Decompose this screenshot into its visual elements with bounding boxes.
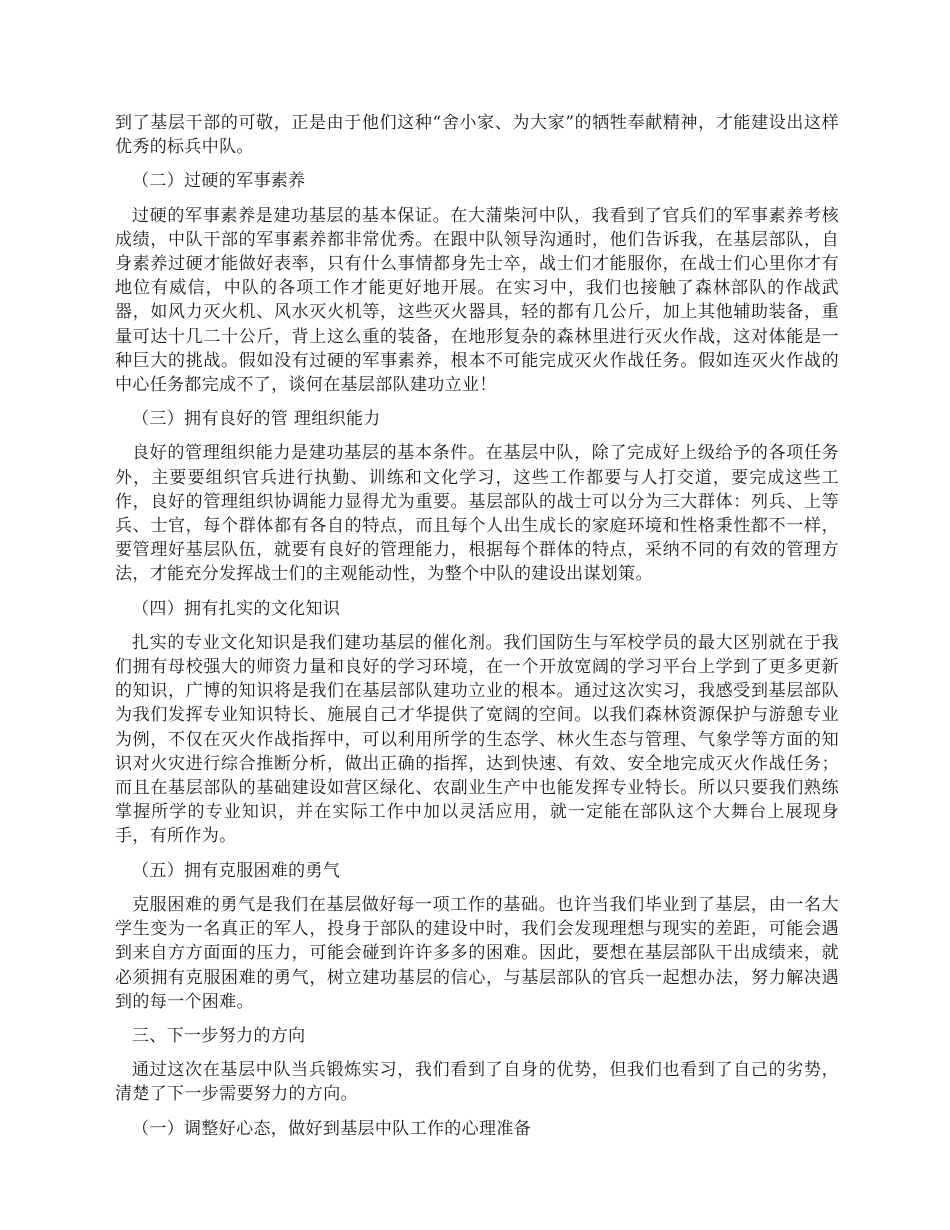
section-heading-military-quality: （二）过硬的军事素养 [132,171,306,192]
paragraph-military-quality: 过硬的军事素养是建功基层的基本保证。在大蒲柴河中队，我看到了官兵们的军事素养考核成绩，中队干部的军事素养都非常优秀。在跟中队领导沟通时，他们告诉我，在基层部队，自身素养过硬才能做好表率，只有什么事情都身先士卒，战士们才能服你，在战士们心里你才有地位有威信，中队的各项工作才能更好地开展。在实习中，我们也接触了森林部队的作战武器，如风力灭火机、风水灭火机等，这些灭火器具，轻的都有几公斤，加上其他辅助装备，重量可达十几二十公斤，背上这么重的装备，在地形复杂的森林里进行灭火作战，这对体能是一种巨大的挑战。假如没有过硬的军事素养，根本不可能完成灭火作战任务。假如连灭火作战的中心任务都完成不了，谈何在基层部队建功立业！ [115,205,839,396]
section-heading-management-ability: （三）拥有良好的管 理组织能力 [132,409,381,430]
section-heading-mindset: （一）调整好心态，做好到基层中队工作的心理准备 [132,1118,532,1139]
document-page [115,111,839,1141]
paragraph-courage: 克服困难的勇气是我们在基层做好每一项工作的基础。也许当我们毕业到了基层，由一名大学生变为一名真正的军人，投身于部队的建设中时，我们会发现理想与现实的差距，可能会遇到来自方方面面的压力，可能会碰到许许多多的困难。因此，要想在基层部队干出成绩来，就必须拥有克服困难的勇气，树立建功基层的信心，与基层部队的官兵一起想办法，努力解决遇到的每一个困难。 [115,894,839,1012]
paragraph-management-ability: 良好的管理组织能力是建功基层的基本条件。在基层中队，除了完成好上级给予的各项任务外，主要要组织官兵进行执勤、训练和文化学习，这些工作都要与人打交道，要完成这些工作，良好的管理组织协调能力显得尤为重要。基层部队的战士可以分为三大群体：列兵、上等兵、士官，每个群体都有各自的特点，而且每个人出生成长的家庭环境和性格秉性都不一样，要管理好基层队伍，就要有良好的管理能力，根据每个群体的特点，采纳不同的有效的管理方法，才能充分发挥战士们的主观能动性，为整个中队的建设出谋划策。 [115,443,839,585]
section-heading-courage: （五）拥有克服困难的勇气 [132,860,341,881]
section-heading-next-steps: 三、下一步努力的方向 [132,1025,306,1046]
section-heading-cultural-knowledge: （四）拥有扎实的文化知识 [132,598,341,619]
paragraph-next-steps: 通过这次在基层中队当兵锻炼实习，我们看到了自身的优势，但我们也看到了自己的劣势，清楚了下一步需要努力的方向。 [115,1060,839,1105]
paragraph-continuation: 到了基层干部的可敬，正是由于他们这种“舍小家、为大家”的牺牲奉献精神，才能建设出这样优秀的标兵中队。 [115,113,839,158]
paragraph-cultural-knowledge: 扎实的专业文化知识是我们建功基层的催化剂。我们国防生与军校学员的最大区别就在于我们拥有母校强大的师资力量和良好的学习环境，在一个开放宽阔的学习平台上学到了更多更新的知识，广博的知识将是我们在基层部队建功立业的根本。通过这次实习，我感受到基层部队为我们发挥专业知识特长、施展自己才华提供了宽阔的空间。以我们森林资源保护与游憩专业为例，不仅在灭火作战指挥中，可以利用所学的生态学、林火生态与管理、气象学等方面的知识对火灾进行综合推断分析，做出正确的指挥，达到快速、有效、安全地完成灭火作战任务；而且在基层部队的基础建设如营区绿化、农副业生产中也能发挥专业特长。所以只要我们熟练掌握所学的专业知识，并在实际工作中加以灵活应用，就一定能在部队这个大舞台上展现身手，有所作为。 [115,632,839,847]
